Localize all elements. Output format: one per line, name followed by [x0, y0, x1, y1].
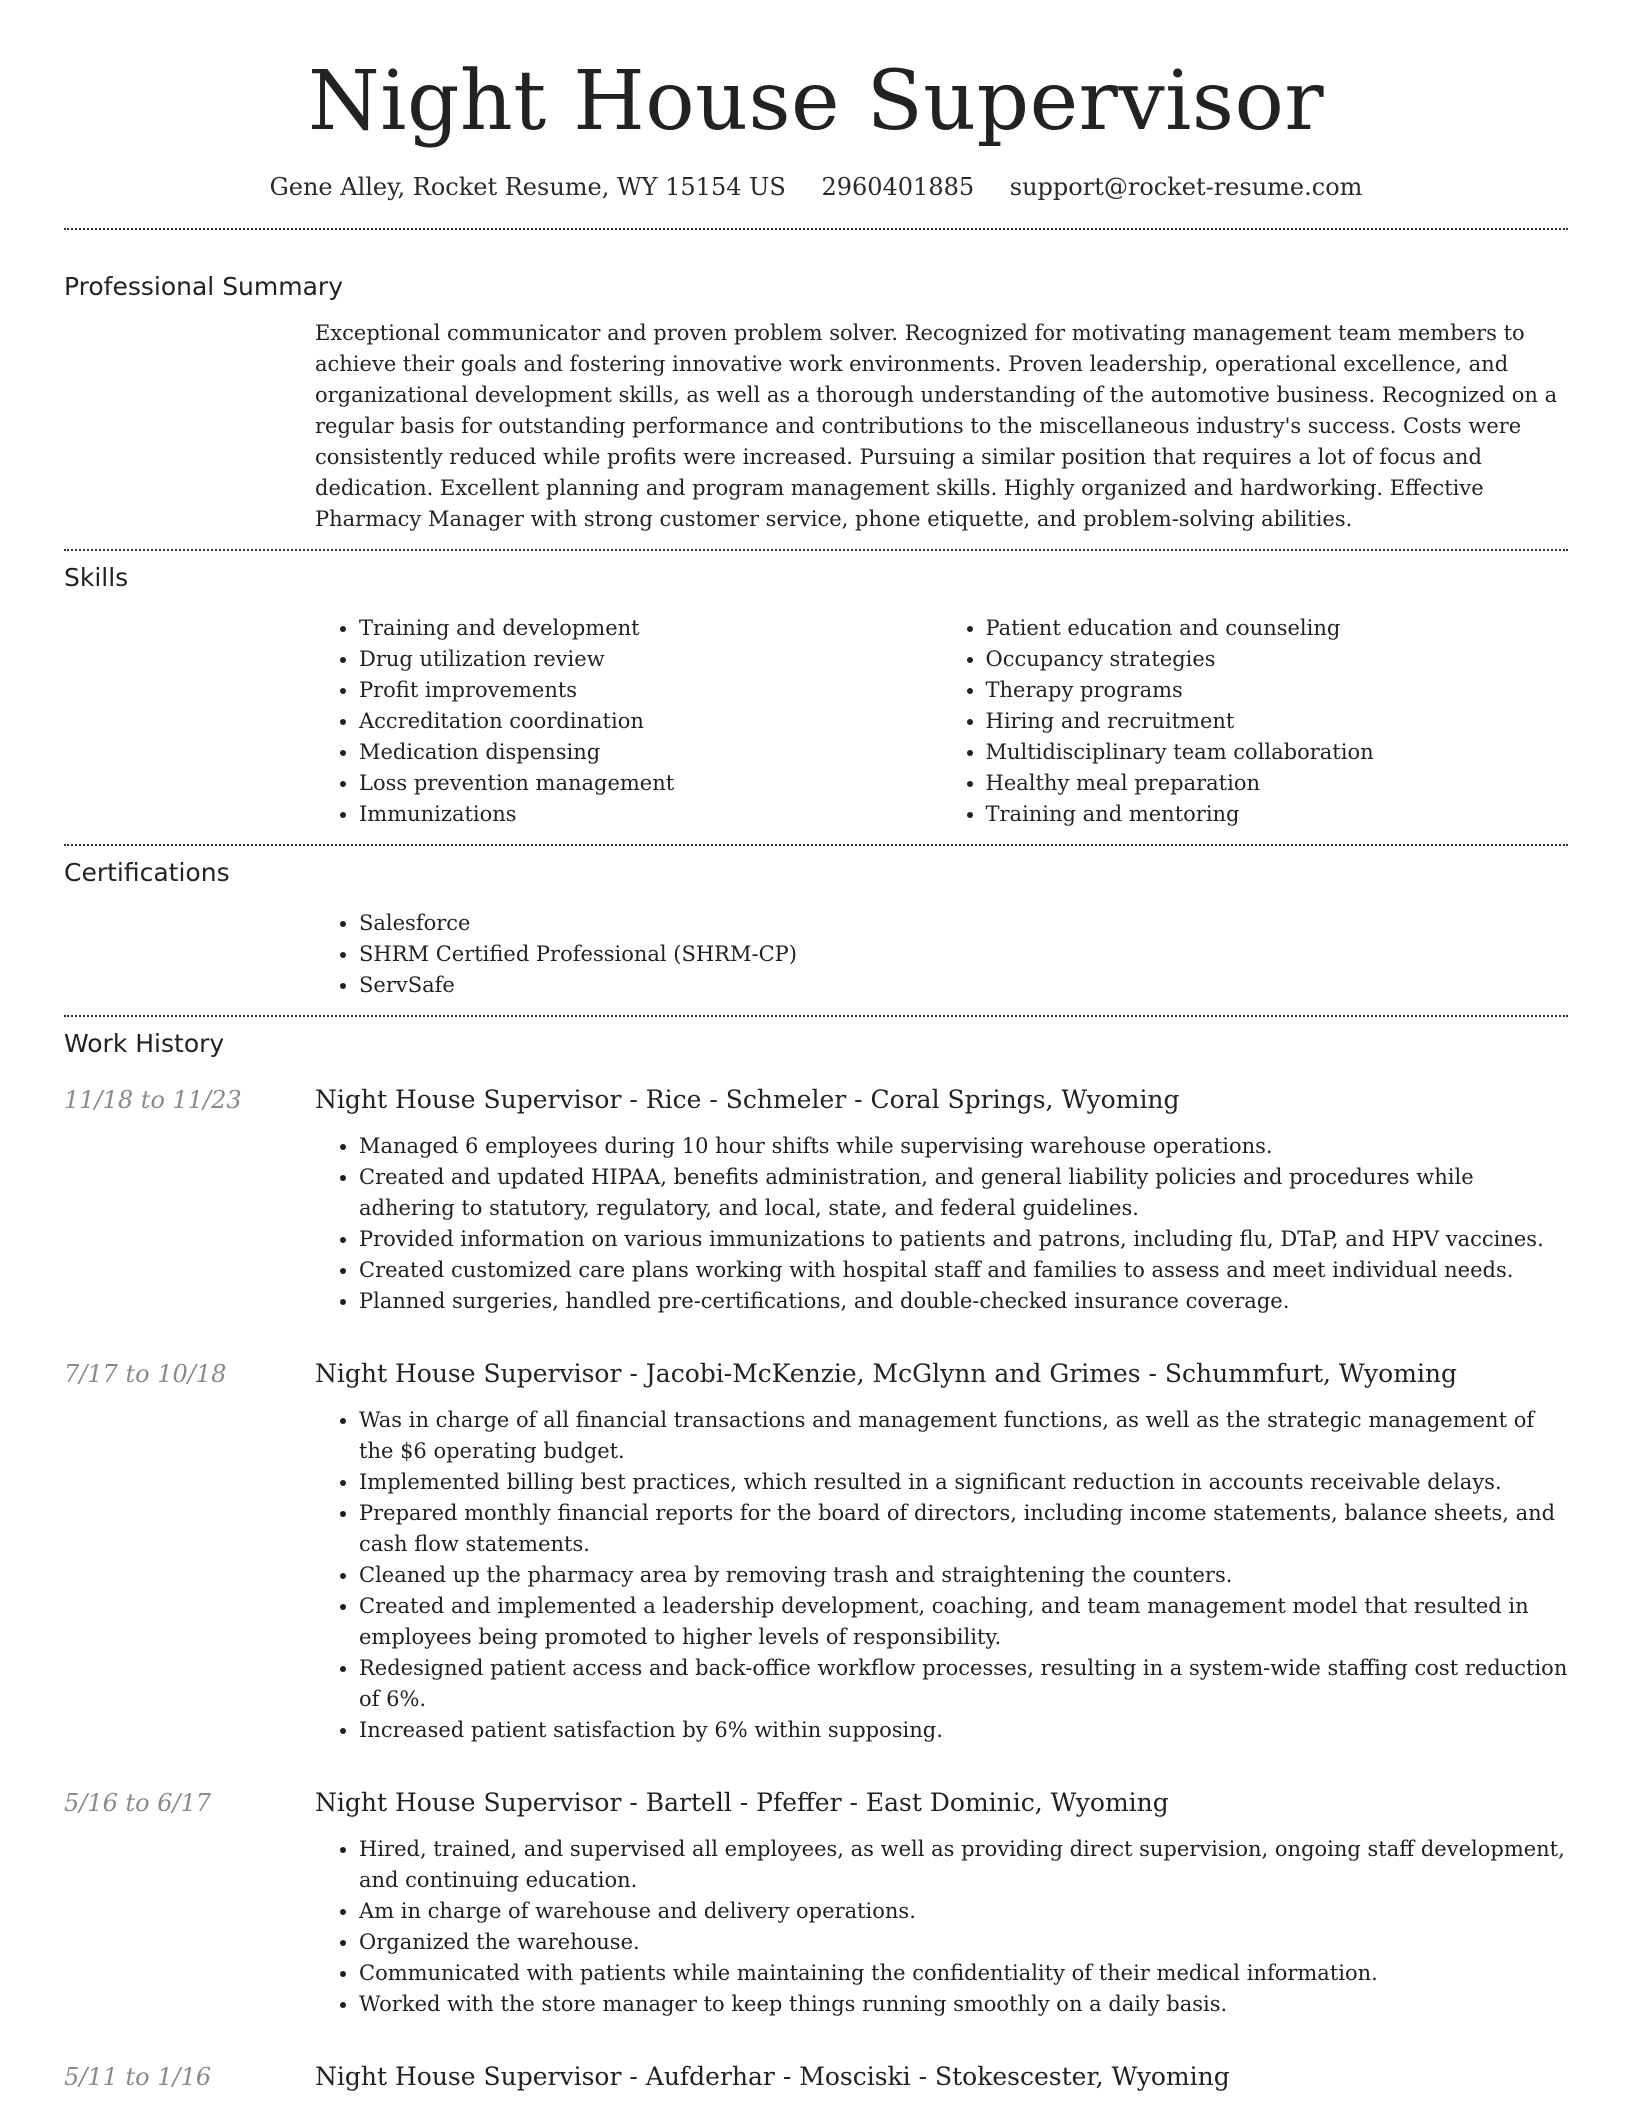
section-title-summary: Professional Summary — [64, 272, 344, 301]
resume-page — [64, 0, 1568, 2094]
list-item: • Drug utilization review — [359, 644, 942, 675]
list-item: • Created customized care plans working with hospital staff and families to assess and meet individual needs. — [359, 1255, 1568, 1286]
job-bullets — [315, 1834, 1568, 2020]
contact-address: Gene Alley, Rocket Resume, WY 15154 US — [269, 173, 786, 201]
list-item: • Planned surgeries, handled pre-certifications, and double-checked insurance coverage. — [359, 1286, 1568, 1317]
list-item: • Profit improvements — [359, 675, 942, 706]
job-title: Night House Supervisor - Rice - Schmeler - Coral Springs, Wyoming — [315, 1085, 1180, 1114]
job-entry — [64, 1786, 1568, 2020]
job-date: 11/18 to 11/23 — [64, 1086, 242, 1114]
list-item: • Healthy meal preparation — [986, 768, 1569, 799]
list-item: • Redesigned patient access and back-office workflow processes, resulting in a system-wide staffing cost reduction of 6%. — [359, 1653, 1568, 1715]
list-item: • Training and mentoring — [986, 799, 1569, 830]
job-date: 7/17 to 10/18 — [64, 1360, 227, 1388]
contact-line — [64, 170, 1568, 204]
job-entry — [64, 1083, 1568, 1317]
summary-text: Exceptional communicator and proven problem solver. Recognized for motivating management team members to achieve their goals and fostering innovative work environments. Proven leadership, operational excellence, and organizational development skills, as well as a thorough understanding of the automotive business. Recognized on a regular basis for outstanding performance and contributions to the miscellaneous industry's success. Costs were consistently reduced while profits were increased. Pursuing a similar position that requires a lot of focus and dedication. Excellent planning and program management skills. Highly organized and hardworking. Effective Pharmacy Manager with strong customer service, phone etiquette, and problem-solving abilities. — [315, 321, 1558, 531]
skills-grid — [315, 613, 1568, 830]
job-date: 5/11 to 1/16 — [64, 2063, 212, 2091]
list-item: • Worked with the store manager to keep things running smoothly on a daily basis. — [359, 1989, 1568, 2020]
job-bullets — [315, 1405, 1568, 1746]
list-item: • Am in charge of warehouse and delivery operations. — [359, 1896, 1568, 1927]
list-item: • Medication dispensing — [359, 737, 942, 768]
list-item: • Communicated with patients while maintaining the confidentiality of their medical information. — [359, 1958, 1568, 1989]
list-item: • SHRM Certified Professional (SHRM-CP) — [359, 939, 1568, 970]
list-item: • Occupancy strategies — [986, 644, 1569, 675]
list-item: • ServSafe — [359, 970, 1568, 1001]
list-item: • Hired, trained, and supervised all employees, as well as providing direct supervision, ongoing staff development, and continuing education. — [359, 1834, 1568, 1896]
divider — [64, 549, 1568, 551]
list-item: • Increased patient satisfaction by 6% within supposing. — [359, 1715, 1568, 1746]
section-title-certifications: Certifications — [64, 858, 230, 887]
list-item: • Training and development — [359, 613, 942, 644]
list-item: • Hiring and recruitment — [986, 706, 1569, 737]
skills-list-left — [315, 613, 942, 830]
list-item: • Immunizations — [359, 799, 942, 830]
contact-email: support@rocket-resume.com — [1009, 173, 1363, 201]
divider — [64, 844, 1568, 846]
divider — [64, 228, 1568, 230]
list-item: • Loss prevention management — [359, 768, 942, 799]
job-entry — [64, 1357, 1568, 1746]
list-item: • Organized the warehouse. — [359, 1927, 1568, 1958]
list-item: • Was in charge of all financial transactions and management functions, as well as the strategic management of the $6 operating budget. — [359, 1405, 1568, 1467]
section-title-work-history: Work History — [64, 1029, 225, 1058]
resume-name: Night House Supervisor — [307, 54, 1325, 149]
list-item: • Multidisciplinary team collaboration — [986, 737, 1569, 768]
job-bullets — [315, 1131, 1568, 1317]
list-item: • Managed 6 employees during 10 hour shifts while supervising warehouse operations. — [359, 1131, 1568, 1162]
list-item: • Created and implemented a leadership development, coaching, and team management model that resulted in employees being promoted to higher levels of responsibility. — [359, 1591, 1568, 1653]
job-title: Night House Supervisor - Aufderhar - Mosciski - Stokescester, Wyoming — [315, 2062, 1230, 2091]
list-item: • Cleaned up the pharmacy area by removing trash and straightening the counters. — [359, 1560, 1568, 1591]
section-title-skills: Skills — [64, 563, 129, 592]
job-date: 5/16 to 6/17 — [64, 1789, 212, 1817]
certifications-list — [315, 908, 1568, 1001]
list-item: • Therapy programs — [986, 675, 1569, 706]
job-entry — [64, 2060, 1568, 2094]
list-item: • Created and updated HIPAA, benefits administration, and general liability policies and procedures while adhering to statutory, regulatory, and local, state, and federal guidelines. — [359, 1162, 1568, 1224]
job-title: Night House Supervisor - Bartell - Pfeffer - East Dominic, Wyoming — [315, 1788, 1169, 1817]
list-item: • Provided information on various immunizations to patients and patrons, including flu, DTaP, and HPV vaccines. — [359, 1224, 1568, 1255]
divider — [64, 1015, 1568, 1017]
list-item: • Patient education and counseling — [986, 613, 1569, 644]
job-title: Night House Supervisor - Jacobi-McKenzie, McGlynn and Grimes - Schummfurt, Wyoming — [315, 1359, 1458, 1388]
skills-list-right — [942, 613, 1569, 830]
list-item: • Implemented billing best practices, which resulted in a significant reduction in accounts receivable delays. — [359, 1467, 1568, 1498]
certifications-block — [315, 908, 1568, 1001]
contact-phone: 2960401885 — [821, 173, 975, 201]
list-item: • Accreditation coordination — [359, 706, 942, 737]
list-item: • Prepared monthly financial reports for the board of directors, including income statements, balance sheets, and cash flow statements. — [359, 1498, 1568, 1560]
list-item: • Salesforce — [359, 908, 1568, 939]
